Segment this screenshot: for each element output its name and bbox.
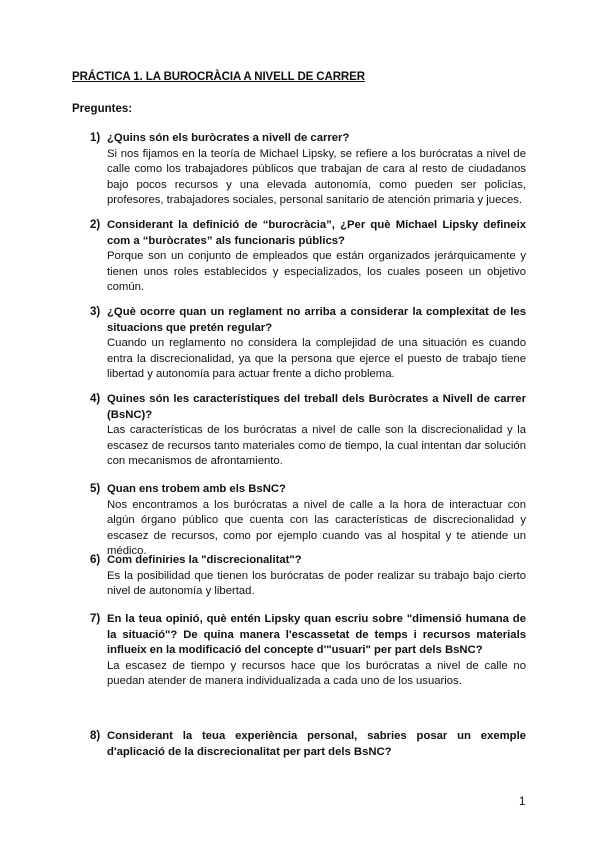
question-number: 5)	[90, 483, 101, 495]
question-text: ¿Què ocorre quan un reglament no arriba a considerar la complexitat de les situacions que pretén regular?	[107, 306, 526, 334]
answer-text: La escasez de tiempo y recursos hace que los burócratas a nivel de calle no puedan atender de manera individualizada a cada uno de los usuarios.	[107, 659, 526, 687]
question-item-6	[90, 553, 526, 600]
question-number: 2)	[90, 219, 101, 231]
question-text: Considerant la teua experiència personal, sabries posar un exemple d'aplicació de la discrecionalitat per part dels BsNC?	[107, 730, 526, 758]
document-title: PRÁCTICA 1. LA BUROCRÀCIA A NIVELL DE CARRER	[72, 71, 365, 83]
answer-text: Porque son un conjunto de empleados que están organizados jerárquicamente y tienen unos roles establecidos y especializados, los cuales poseen un objetivo común.	[107, 250, 526, 293]
answer-text: Es la posibilidad que tienen los burócratas de poder realizar su trabajo bajo cierto nivel de autonomía y libertad.	[107, 569, 526, 597]
answer-text: Las características de los burócratas a nivel de calle son la discrecionalidad y la escasez de recursos tanto materiales como de tiempo, la cual intentan dar solución con mecanismos de afrontamiento.	[107, 424, 526, 467]
question-text: En la teua opinió, què entén Lipsky quan escriu sobre "dimensió humana de la situació"? De quina manera l'escassetat de temps i recursos materials influeix en la modificació del concepte d'"usuari" per part dels BsNC?	[107, 613, 526, 656]
question-text: Quan ens trobem amb els BsNC?	[107, 483, 286, 495]
answer-text: Cuando un reglamento no considera la complejidad de una situación es cuando entra la discrecionalidad, ya que la persona que ejerce el puesto de trabajo tiene libertad y autonomía para actuar frente a dicho problema.	[107, 337, 526, 380]
question-text: Considerant la definició de “burocràcia”, ¿Per què Michael Lipsky defineix com a “buròcrates” als funcionaris públics?	[107, 219, 526, 247]
question-text: ¿Quins són els buròcrates a nivell de carrer?	[107, 132, 350, 144]
page-number: 1	[519, 796, 526, 808]
question-item-1	[90, 131, 526, 209]
question-item-2	[90, 218, 526, 296]
question-item-8	[90, 729, 526, 760]
question-number: 4)	[90, 393, 101, 405]
question-number: 8)	[90, 730, 101, 742]
answer-text: Si nos fijamos en la teoría de Michael Lipsky, se refiere a los burócratas a nivel de calle como los trabajadores públicos que trabajan de cara al resto de ciudadanos bajo pocos recursos y una elevada autonomía, como pueden ser policías, profesores, trabajadores sociales, personal sanitario de atención primaria y jueces.	[107, 147, 526, 206]
answer-text: Nos encontramos a los burócratas a nivel de calle a la hora de interactuar con algún órgano público que cuenta con las características de discrecionalidad y escasez de recursos, como por ejemplo cuando vas al hospital y te atiende un médico.	[107, 498, 526, 557]
question-number: 7)	[90, 613, 101, 625]
question-item-5	[90, 482, 526, 560]
questions-heading: Preguntes:	[72, 103, 133, 115]
question-text: Com definiries la "discrecionalitat"?	[107, 554, 302, 566]
question-text: Quines són les característiques del treball dels Buròcrates a Nivell de carrer (BsNC)?	[107, 393, 526, 421]
question-item-3	[90, 305, 526, 383]
question-number: 6)	[90, 554, 101, 566]
question-number: 1)	[90, 132, 101, 144]
question-item-7	[90, 612, 526, 690]
question-number: 3)	[90, 306, 101, 318]
question-item-4	[90, 392, 526, 470]
